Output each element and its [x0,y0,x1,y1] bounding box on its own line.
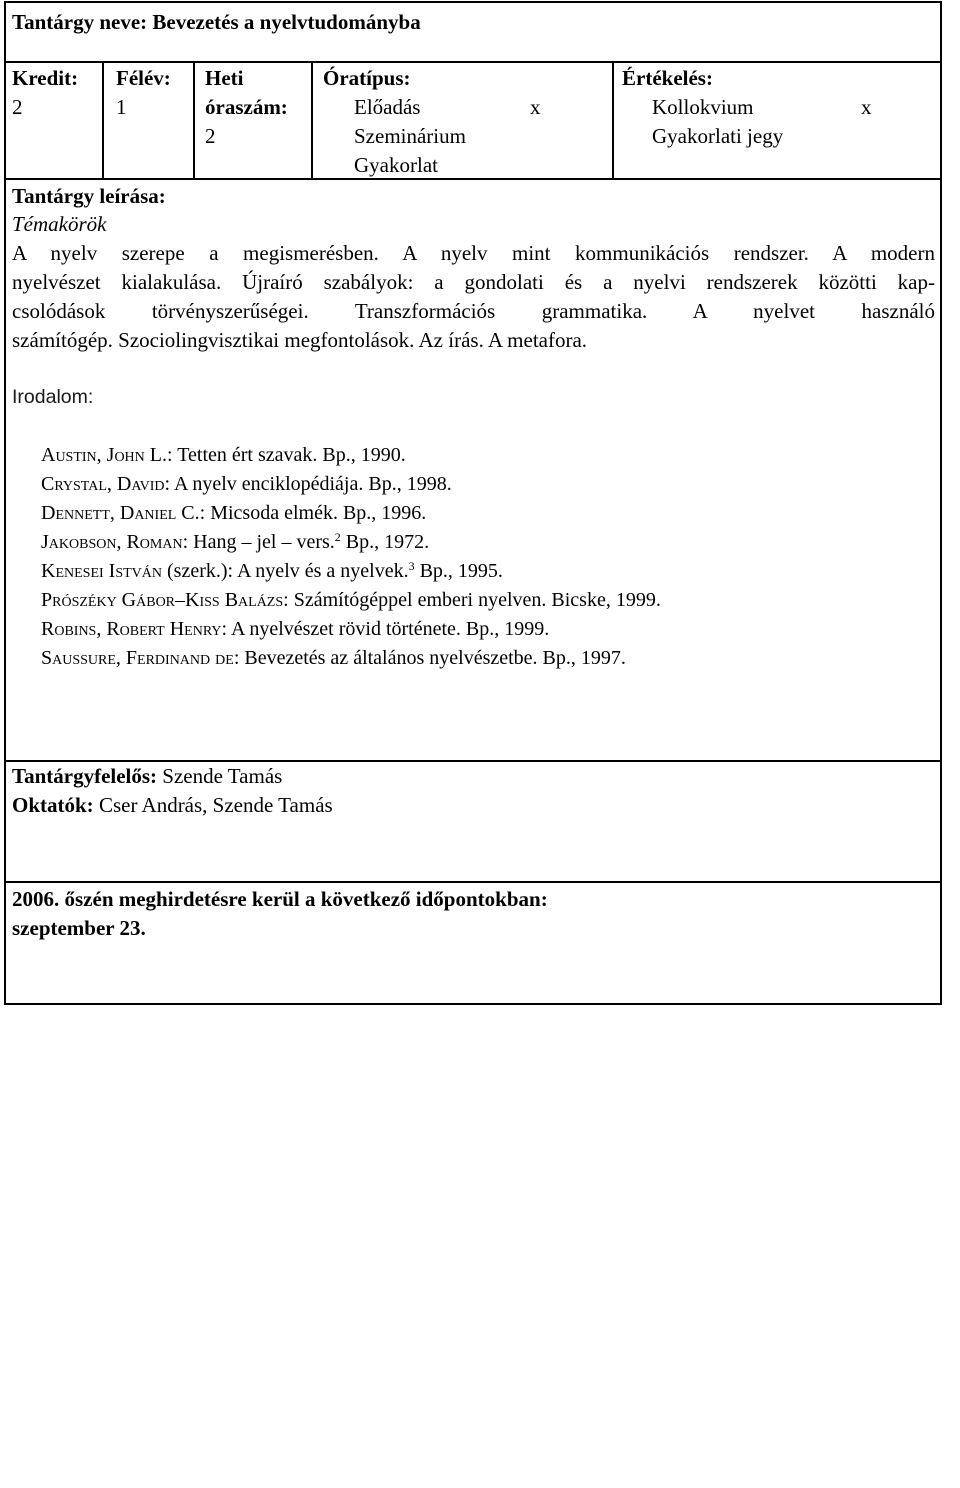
course-title-value: Bevezetés a nyelvtudományba [152,10,421,34]
literature-reference: : Tetten ért szavak. Bp., 1990. [167,444,406,466]
felev-value: 1 [116,95,127,119]
divider-header [4,178,942,180]
teachers-label: Oktatók: [12,793,94,817]
divider-col-1 [102,61,104,180]
teachers-value: Cser András, Szende Tamás [98,793,333,817]
literature-author: Robins, Robert Henry [41,618,222,640]
literature-label: Irodalom: [12,386,94,408]
responsible-value: Szende Tamás [162,764,283,788]
heti-value: 2 [205,124,216,148]
literature-item [41,644,626,673]
oratipus-mark: x [530,95,541,119]
oratipus-item-szeminarium: Szeminárium [354,124,466,148]
literature-publication: Bp., 1972. [340,531,430,553]
kredit-label: Kredit: [12,66,79,90]
ertekeles-item-gyakorlati-jegy: Gyakorlati jegy [652,124,784,148]
literature-reference: (szerk.): A nyelv és a nyelvek. [162,560,409,582]
divider-col-4 [612,61,614,180]
literature-reference: : A nyelvészet rövid története. Bp., 1999. [221,618,550,640]
literature-author: Kenesei István [41,560,162,582]
ertekeles-item-kollokvium: Kollokvium [652,95,754,119]
schedule-line-2: szeptember 23. [12,916,146,940]
literature-author: Saussure, Ferdinand de [41,647,234,669]
literature-item [41,557,503,586]
ertekeles-mark: x [861,95,872,119]
literature-author: Austin, John L. [41,444,167,466]
literature-item [41,528,429,557]
literature-author: Dennett, Daniel C. [41,502,200,524]
literature-author: Crystal, David [41,473,165,495]
literature-reference: : Bevezetés az általános nyelvészetbe. Bp., 1997. [233,647,626,669]
oratipus-item-eloadas: Előadás [354,95,421,119]
description-label: Tantárgy leírása: [12,184,166,208]
divider-title [4,61,942,63]
oratipus-item-gyakorlat: Gyakorlat [354,153,438,177]
schedule-line-1: 2006. őszén meghirdetésre kerül a következő időpontokban: [12,887,548,911]
teachers-line [12,791,333,820]
oratipus-label: Óratípus: [323,66,411,90]
literature-item [41,441,406,470]
responsible-label: Tantárgyfelelős: [12,764,158,788]
divider-schedule [4,881,942,883]
edition-number: 2 [334,530,341,544]
divider-col-2 [193,61,195,180]
literature-publication: Bp., 1995. [414,560,503,582]
literature-reference: : Hang – jel – vers. [182,531,335,553]
topics-label: Témakörök [12,212,107,236]
description-line-1: A nyelv szerepe a megismerésben. A nyelv mint kommunikációs rendszer. A modern [12,241,935,265]
course-title-label: Tantárgy neve: [12,10,148,34]
course-title [12,8,421,37]
felev-label: Félév: [116,66,171,90]
heti-label-1: Heti [205,66,244,90]
literature-item [41,615,549,644]
literature-author: Jakobson, Roman [41,531,183,553]
literature-item [41,470,452,499]
literature-author: Prószéky Gábor–Kiss Balázs [41,589,284,611]
divider-col-3 [311,61,313,180]
literature-item [41,499,426,528]
description-line-4: számítógép. Szociolingvisztikai megfontolások. Az írás. A metafora. [12,328,588,352]
literature-item [41,586,661,615]
responsible-line [12,762,282,791]
literature-reference: : Micsoda elmék. Bp., 1996. [199,502,427,524]
edition-number: 3 [408,559,415,573]
description-line-3: csolódások törvényszerűségei. Transzformációs grammatika. A nyelvet használó [12,299,935,323]
literature-reference: : A nyelv enciklopédiája. Bp., 1998. [164,473,452,495]
description-line-2: nyelvészet kialakulása. Újraíró szabályok: a gondolati és a nyelvi rendszerek közötti kap- [12,270,935,294]
literature-reference: : Számítógéppel emberi nyelven. Bicske, 1999. [283,589,661,611]
kredit-value: 2 [12,95,23,119]
ertekeles-label: Értékelés: [622,66,713,90]
heti-label-2: óraszám: [205,95,288,119]
